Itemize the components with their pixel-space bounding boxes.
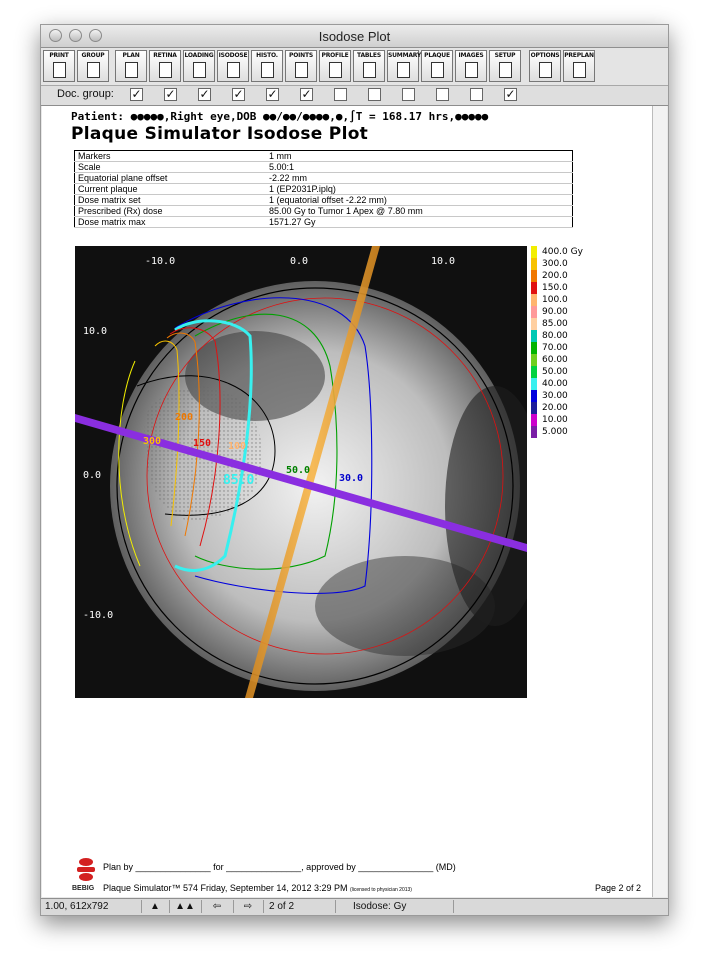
document-icon [261, 62, 274, 78]
toolbar-button-points[interactable] [285, 50, 317, 82]
legend-swatch [531, 318, 537, 330]
legend-entry [531, 402, 601, 414]
patient-line: Patient: ●●●●●,Right eye,DOB ●●/●●/●●●●,●,∫T = 168.17 hrs,●●●●● [71, 110, 489, 123]
toolbar-button-summary[interactable] [387, 50, 422, 82]
parameter-label: Dose matrix max [75, 217, 267, 228]
contour-label-85: 85.0 [223, 473, 255, 488]
doc-group-checkbox[interactable] [436, 88, 449, 101]
toolbar-button-label: TABLES [357, 52, 381, 59]
legend-swatch [531, 390, 537, 402]
legend-entry [531, 342, 601, 354]
legend-entry [531, 246, 601, 258]
parameter-value: 1 (equatorial offset -2.22 mm) [266, 195, 573, 206]
contour-label-150: 150 [193, 438, 212, 449]
isodose-window [40, 24, 669, 916]
parameter-row [75, 151, 573, 162]
status-bar [41, 898, 668, 915]
parameter-label: Dose matrix set [75, 195, 267, 206]
window-title: Isodose Plot [318, 29, 391, 44]
document-icon [499, 62, 512, 78]
legend-label: 40.00 [542, 379, 568, 389]
parameter-value: 1571.27 Gy [266, 217, 573, 228]
doc-group-checkbox[interactable]: ✓ [131, 87, 142, 101]
document-icon [573, 62, 586, 78]
signature-line: Plan by _______________ for _______________, approved by _______________ (MD) [103, 862, 456, 872]
toolbar-button-retina[interactable] [149, 50, 181, 82]
x-tick-label: -10.0 [145, 256, 176, 267]
parameter-row [75, 173, 573, 184]
parameter-value: 85.00 Gy to Tumor 1 Apex @ 7.80 mm [266, 206, 573, 217]
x-tick-label: 10.0 [431, 256, 456, 267]
toolbar-button-profile[interactable] [319, 50, 351, 82]
doc-group-checkbox[interactable] [402, 88, 415, 101]
legend-swatch [531, 282, 537, 294]
toolbar-button-histo[interactable] [251, 50, 283, 82]
parameter-value: -2.22 mm [266, 173, 573, 184]
program-line [103, 883, 412, 893]
legend-swatch [531, 270, 537, 282]
zoom-in-button[interactable]: ▲▲ [169, 900, 202, 913]
dose-legend [531, 246, 601, 438]
toolbar [41, 48, 668, 86]
toolbar-button-label: OPTIONS [530, 52, 560, 59]
doc-group-checkbox[interactable]: ✓ [233, 87, 244, 101]
page-field[interactable]: 2 of 2 [263, 900, 336, 913]
doc-group-label: Doc. group: [57, 88, 114, 100]
legend-entry [531, 354, 601, 366]
legend-swatch [531, 402, 537, 414]
legend-label: 150.0 [542, 283, 568, 293]
toolbar-button-label: GROUP [81, 52, 105, 59]
parameter-value: 5.00:1 [266, 162, 573, 173]
vertical-scrollbar[interactable] [652, 106, 667, 897]
doc-group-checkbox[interactable]: ✓ [267, 87, 278, 101]
mode-selector[interactable]: Isodose: Gy [329, 900, 454, 913]
toolbar-button-print[interactable] [43, 50, 75, 82]
legend-swatch [531, 426, 537, 438]
legend-label: 30.00 [542, 391, 568, 401]
legend-entry [531, 270, 601, 282]
legend-swatch [531, 378, 537, 390]
isodose-plot[interactable] [75, 246, 527, 698]
toolbar-button-label: ISODOSE [218, 52, 248, 59]
legend-swatch [531, 354, 537, 366]
toolbar-button-isodose[interactable] [217, 50, 249, 82]
parameter-label: Current plaque [75, 184, 267, 195]
document-icon [53, 62, 66, 78]
legend-swatch [531, 306, 537, 318]
logo-text: BEBIG [72, 885, 95, 892]
doc-group-checkbox[interactable]: ✓ [165, 87, 176, 101]
toolbar-button-label: PLAQUE [424, 52, 450, 59]
legend-label: 50.00 [542, 367, 568, 377]
toolbar-button-label: IMAGES [458, 52, 484, 59]
document-icon [329, 62, 342, 78]
document-icon [397, 62, 410, 78]
parameter-row [75, 217, 573, 228]
legend-label: 200.0 [542, 271, 568, 281]
legend-entry [531, 306, 601, 318]
toolbar-button-label: HISTO. [256, 52, 278, 59]
legend-label: 100.0 [542, 295, 568, 305]
document-icon [125, 62, 138, 78]
legend-entry [531, 426, 601, 438]
contour-label-300: 300 [143, 436, 162, 447]
parameter-row [75, 162, 573, 173]
contour-label-30: 30.0 [339, 473, 364, 484]
legend-label: 80.00 [542, 331, 568, 341]
doc-group-bar [41, 86, 668, 106]
toolbar-button-label: RETINA [153, 52, 177, 59]
doc-group-checkbox[interactable] [334, 88, 347, 101]
legend-entry [531, 366, 601, 378]
toolbar-button-options[interactable] [529, 50, 561, 82]
parameter-value: 1 (EP2031P.iplq) [266, 184, 573, 195]
bebig-logo-icon [75, 856, 97, 886]
zoom-out-button[interactable]: ▲ [141, 900, 170, 913]
toolbar-button-label: SUMMARY [388, 52, 422, 59]
doc-group-checkbox[interactable]: ✓ [301, 87, 312, 101]
toolbar-button-plan[interactable] [115, 50, 147, 82]
doc-group-checkbox[interactable] [368, 88, 381, 101]
legend-swatch [531, 330, 537, 342]
title-bar [41, 25, 668, 48]
parameter-label: Markers [75, 151, 267, 162]
legend-entry [531, 378, 601, 390]
y-tick-label: -10.0 [83, 610, 114, 621]
doc-group-checkbox[interactable]: ✓ [199, 87, 210, 101]
document-icon [227, 62, 240, 78]
toolbar-button-label: LOADING [184, 52, 214, 59]
report-title: Plaque Simulator Isodose Plot [71, 124, 369, 144]
legend-entry [531, 390, 601, 402]
legend-label: 20.00 [542, 403, 568, 413]
parameter-label: Scale [75, 162, 267, 173]
legend-swatch [531, 258, 537, 270]
toolbar-button-tables[interactable] [353, 50, 385, 82]
doc-group-checkbox[interactable]: ✓ [505, 87, 516, 101]
legend-label: 60.00 [542, 355, 568, 365]
legend-entry [531, 258, 601, 270]
legend-label: 90.00 [542, 307, 568, 317]
toolbar-button-label: POINTS [289, 52, 313, 59]
toolbar-button-images[interactable] [455, 50, 487, 82]
zoom-readout: 1.00, 612x792 [41, 900, 142, 913]
document-icon [193, 62, 206, 78]
legend-entry [531, 318, 601, 330]
legend-label: 10.00 [542, 415, 568, 425]
parameter-value: 1 mm [266, 151, 573, 162]
toolbar-button-plaque[interactable] [421, 50, 453, 82]
parameter-row [75, 195, 573, 206]
program-text: Plaque Simulator™ 574 Friday, September 14, 2012 3:29 PM [103, 883, 348, 893]
legend-label: 400.0 Gy [542, 247, 583, 257]
legend-swatch [531, 342, 537, 354]
document-icon [431, 62, 444, 78]
page-number: Page 2 of 2 [595, 883, 642, 893]
x-tick-label: 0.0 [290, 256, 309, 267]
document-icon [363, 62, 376, 78]
parameter-label: Equatorial plane offset [75, 173, 267, 184]
parameter-table [74, 150, 573, 228]
license-note: (licensed to physician 2013) [349, 887, 412, 893]
document-icon [295, 62, 308, 78]
toolbar-button-preplan[interactable] [563, 50, 595, 82]
parameter-label: Prescribed (Rx) dose [75, 206, 267, 217]
toolbar-button-group[interactable] [77, 50, 109, 82]
y-tick-label: 10.0 [83, 326, 108, 337]
document-icon [465, 62, 478, 78]
legend-entry [531, 294, 601, 306]
toolbar-button-setup[interactable] [489, 50, 521, 82]
legend-label: 300.0 [542, 259, 568, 269]
legend-swatch [531, 366, 537, 378]
legend-swatch [531, 414, 537, 426]
legend-swatch [531, 246, 537, 258]
toolbar-button-label: PRINT [49, 52, 69, 59]
toolbar-button-label: PLAN [122, 52, 140, 59]
toolbar-button-label: PROFILE [321, 52, 349, 59]
next-page-button[interactable]: ⇨ [233, 900, 264, 913]
parameter-row [75, 206, 573, 217]
legend-label: 5.000 [542, 427, 568, 437]
document-icon [539, 62, 552, 78]
toolbar-button-label: SETUP [494, 52, 516, 59]
doc-group-checkbox[interactable] [470, 88, 483, 101]
legend-entry [531, 282, 601, 294]
contour-label-50: 50.0 [286, 465, 311, 476]
legend-label: 85.00 [542, 319, 568, 329]
document-icon [159, 62, 172, 78]
toolbar-button-loading[interactable] [183, 50, 215, 82]
legend-entry [531, 330, 601, 342]
legend-entry [531, 414, 601, 426]
contour-label-200: 200 [175, 412, 194, 423]
parameter-row [75, 184, 573, 195]
document-icon [87, 62, 100, 78]
legend-swatch [531, 294, 537, 306]
document-page [42, 106, 652, 897]
prev-page-button[interactable]: ⇦ [201, 900, 234, 913]
toolbar-button-label: PREPLAN [564, 52, 594, 59]
contour-label-100: 100 [228, 441, 247, 452]
legend-label: 70.00 [542, 343, 568, 353]
y-tick-label: 0.0 [83, 470, 102, 481]
